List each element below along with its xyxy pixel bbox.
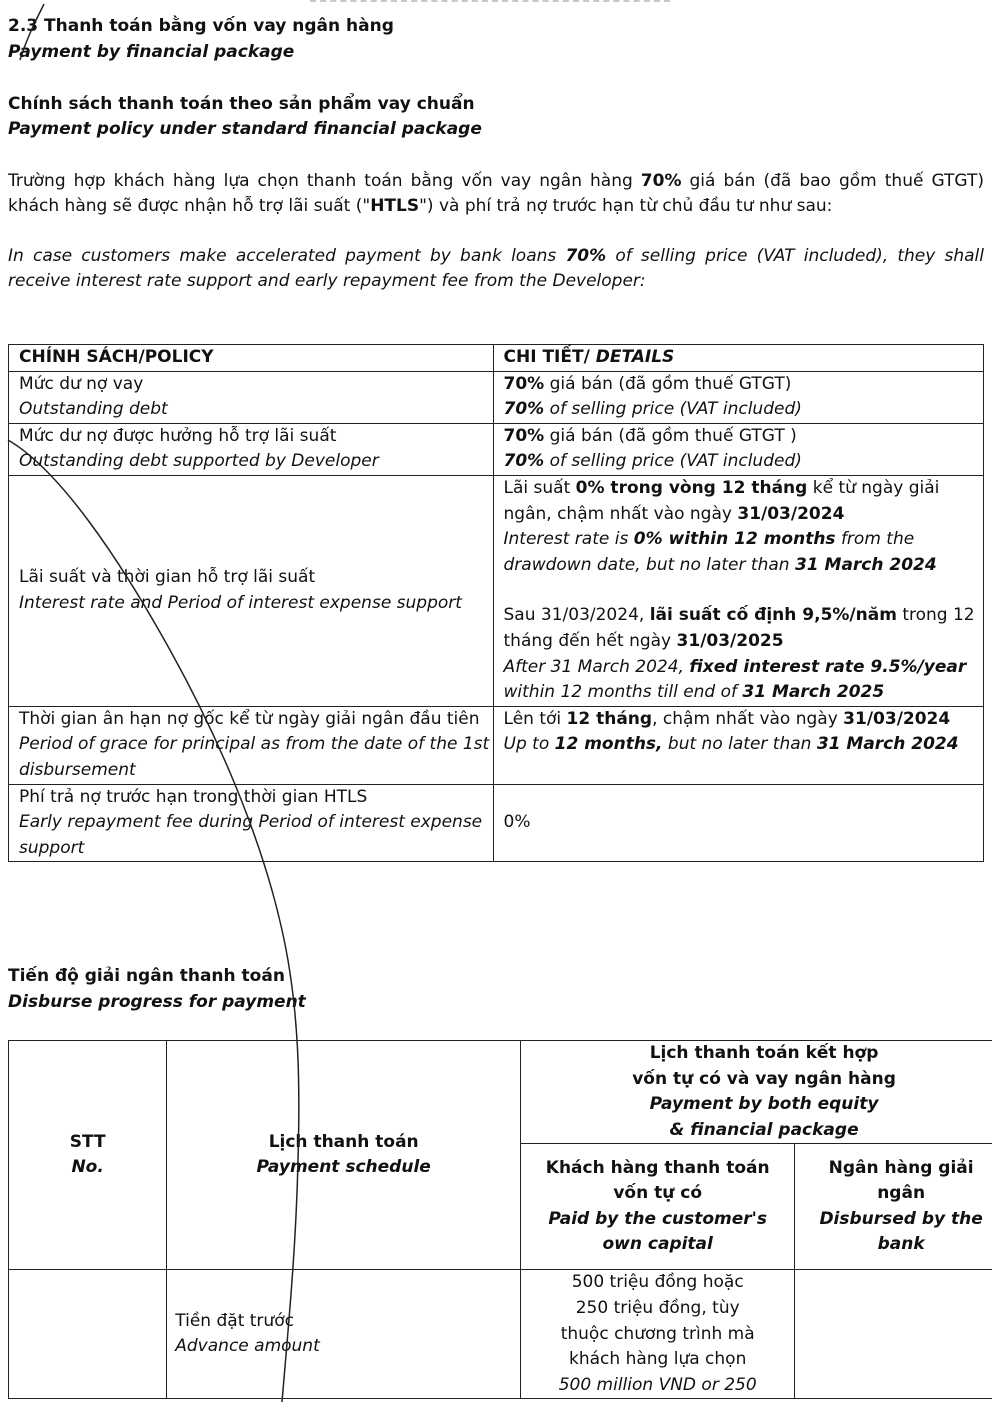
top-dashed-rule [310,0,670,5]
policy-row-outstanding-debt [9,371,984,423]
policy-paragraph-vi: Trường hợp khách hàng lựa chọn thanh toán bằng vốn vay ngân hàng 70% giá bán (đã bao gồm thuế GTGT) khách hàng sẽ được nhận hỗ trợ lãi suất ("HTLS") và phí trả nợ trước hạn từ chủ đầu tư như sau: [8,171,984,216]
disburse-heading-vi: Tiến độ giải ngân thanh toán [8,966,285,986]
policy-heading-vi: Chính sách thanh toán theo sản phẩm vay chuẩn [8,94,475,114]
policy-heading-en: Payment policy under standard financial package [8,119,482,139]
row-no-cell [9,1270,167,1399]
schedule-table [8,1040,992,1399]
header-customer-capital: Khách hàng thanh toán vốn tự có Paid by the customer's own capital [521,1144,795,1270]
header-no: STT No. [9,1041,167,1270]
policy-cell: Phí trả nợ trước hạn trong thời gian HTLS Early repayment fee during Period of interest expense support [9,784,494,862]
header-bank-disbursed: Ngân hàng giải ngân Disbursed by the bank [795,1144,992,1270]
policy-cell: Mức dư nợ vay Outstanding debt [9,371,494,423]
header-schedule: Lịch thanh toán Payment schedule [167,1041,521,1270]
detail-cell: 70% giá bán (đã gồm thuế GTGT) 70% of selling price (VAT included) [493,371,983,423]
disburse-heading-en: Disburse progress for payment [8,992,306,1012]
detail-cell: Lên tới 12 tháng, chậm nhất vào ngày 31/03/2024 Up to 12 months, but no later than 31 March 2024 [493,706,983,784]
row-customer-cell: 500 triệu đồng hoặc 250 triệu đồng, tùy thuộc chương trình mà khách hàng lựa chọn 500 million VND or 250 [521,1270,795,1399]
detail-cell: 0% [493,784,983,862]
header-policy: CHÍNH SÁCH/POLICY [9,345,494,372]
schedule-row-advance [9,1270,992,1399]
schedule-header-row [9,1041,992,1144]
section-heading-vi: 2.3 Thanh toán bằng vốn vay ngân hàng [8,16,394,36]
detail-cell: 70% giá bán (đã gồm thuế GTGT ) 70% of selling price (VAT included) [493,423,983,475]
header-details: CHI TIẾT/ DETAILS [493,345,983,372]
policy-row-early-repayment [9,784,984,862]
policy-row-grace-period [9,706,984,784]
policy-cell: Mức dư nợ được hưởng hỗ trợ lãi suất Outstanding debt supported by Developer [9,423,494,475]
header-combined: Lịch thanh toán kết hợp vốn tự có và vay ngân hàng Payment by both equity & financial package [521,1041,992,1144]
policy-table [8,344,984,862]
section-heading-en: Payment by financial package [8,42,295,62]
detail-cell: Lãi suất 0% trong vòng 12 tháng kể từ ngày giải ngân, chậm nhất vào ngày 31/03/2024 Interest rate is 0% within 12 months from the drawdown date, but no later than 31 March 2024 Sau 31/03/2024, lãi suất cố định 9,5%/năm trong 12 tháng đến hết ngày 31/03/2025 After 31 March 2024, fixed interest rate 9.5%/year within 12 months till end of 31 March 2025 [493,475,983,706]
policy-cell: Thời gian ân hạn nợ gốc kể từ ngày giải ngân đầu tiên Period of grace for principal as from the date of the 1st disbursement [9,706,494,784]
policy-cell: Lãi suất và thời gian hỗ trợ lãi suất Interest rate and Period of interest expense support [9,475,494,706]
policy-row-interest-rate [9,475,984,706]
policy-table-header [9,345,984,372]
policy-row-supported-debt [9,423,984,475]
row-schedule-cell: Tiền đặt trước Advance amount [167,1270,521,1399]
row-bank-cell [795,1270,992,1399]
policy-paragraph-en: In case customers make accelerated payment by bank loans 70% of selling price (VAT included), they shall receive interest rate support and early repayment fee from the Developer: [8,246,984,291]
